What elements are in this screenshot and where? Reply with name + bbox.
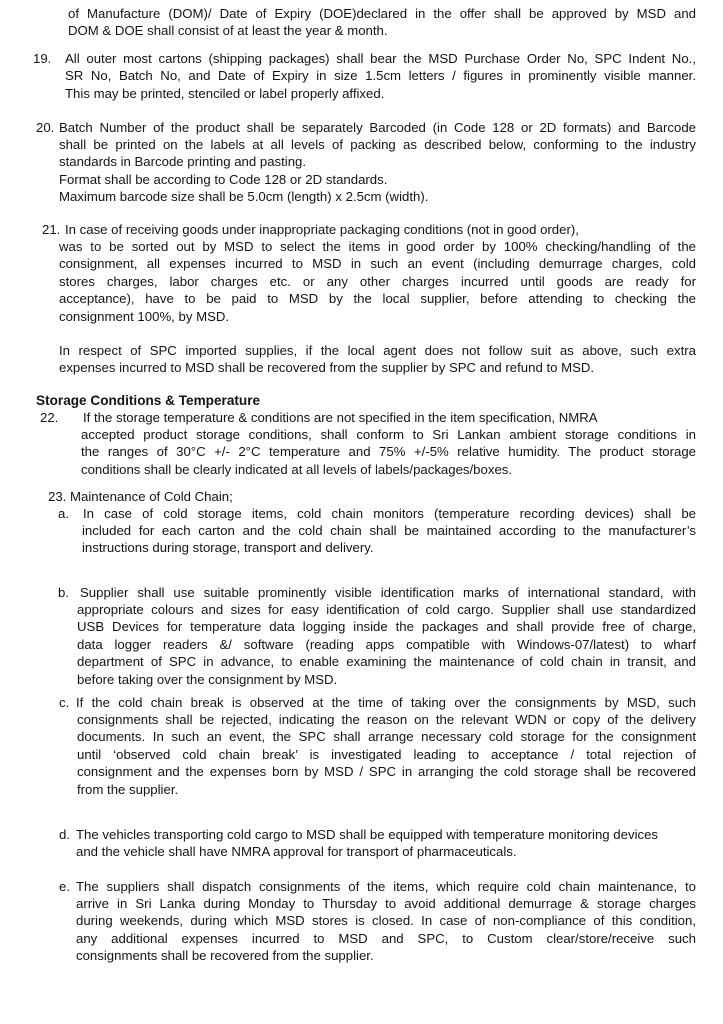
text-line: If the cold chain break is observed at the time of taking over the consignments by MSD, such [76,695,696,710]
item-d-body [76,843,696,860]
text-line: any additional expenses incurred to MSD and SPC, to Custom clear/store/receive such [76,930,696,946]
text-line: USB Devices for temperature data logging inside the packages and shall provide free of charge, [77,619,696,635]
text-line: expenses incurred to MSD shall be recovered from the supplier by SPC and refund to MSD. [59,360,595,376]
text-line: included for each carton and the cold chain shall be maintained according to the manufacturer’s [82,523,696,538]
text-line: Supplier shall use suitable prominently visible identification marks of international standard, with [80,585,696,600]
clause-23-number: 23. [48,489,67,504]
text-line: from the supplier. [77,781,179,797]
item-b-body [77,601,696,688]
item-c [76,694,696,711]
text-line: The suppliers shall dispatch consignments of the items, which require cold chain maintenance, to [76,879,696,894]
text-line: In case of cold storage items, cold chain monitors (temperature recording devices) shall be [83,506,696,521]
clause-22 [83,409,696,426]
text-line: All outer most cartons (shipping packages) shall bear the MSD Purchase Order No, SPC Indent No., [65,51,696,66]
item-a [83,505,696,522]
clause-18-continuation [68,5,696,40]
section-heading-storage: Storage Conditions & Temperature [36,393,261,408]
clause-19-number: 19. [33,51,52,66]
text-line: shall be printed on the labels at all levels of packing as described below, conforming to the industry [59,137,696,152]
text-line: was to be sorted out by MSD to select the items in good order by 100% checking/handling of the [59,239,696,254]
clause-20-body [59,136,696,206]
text-line: conditions shall be clearly indicated at all levels of labels/packages/boxes. [81,461,513,477]
text-line: Maximum barcode size shall be 5.0cm (length) x 2.5cm (width). [59,189,429,205]
text-line: acceptance), have to be paid to MSD by the local supplier, before attending to checking the [59,291,696,307]
item-b [80,584,696,601]
clause-21-paragraph-2 [59,342,696,377]
item-d [76,826,712,843]
text-line: during weekends, during which MSD stores is closed. In case of non-compliance of this condition, [76,913,696,929]
clause-23-title: Maintenance of Cold Chain; [70,489,233,504]
text-line: The vehicles transporting cold cargo to MSD shall be equipped with temperature monitoring devices [76,827,659,842]
item-b-marker: b. [58,585,69,600]
text-line: In case of receiving goods under inappropriate packaging conditions (not in good order), [65,222,579,237]
text-line: stores charges, labor charges etc. or any other charges incurred until goods are ready for [59,273,696,289]
item-e-body [76,895,696,965]
item-e [76,878,696,895]
text-line: Batch Number of the product shall be separately Barcoded (in Code 128 or 2D formats) and Barcode [59,120,696,135]
item-d-marker: d. [59,827,70,842]
item-a-body [82,522,696,557]
text-line: appropriate colours and sizes for easy identification of cold cargo. Supplier shall use standardized [77,602,696,617]
clause-22-number: 22. [40,410,59,425]
text-line: consignments shall be rejected, indicating the reason on the relevant WDN or copy of the delivery [77,712,696,727]
text-line: and the vehicle shall have NMRA approval for transport of pharmaceuticals. [76,844,517,859]
text-line: consignment and the expenses born by MSD / SPC in arranging the cold storage shall be recovered [77,764,696,780]
text-line: This may be printed, stenciled or label properly affixed. [65,85,385,101]
text-line: until ‘observed cold chain break’ is investigated leading to acceptance / total rejection of [77,746,696,762]
clause-20-number: 20. [36,120,55,135]
text-line: data logger readers &/ software (reading apps compatible with Windows-07/latest) to wharf [77,636,696,652]
text-line: standards in Barcode printing and pasting. [59,154,307,170]
text-line: accepted product storage conditions, shall conform to Sri Lankan ambient storage conditions in [81,427,696,442]
text-line: Format shall be according to Code 128 or 2D standards. [59,171,388,187]
clause-19 [65,50,696,102]
text-line: consignment 100%, by MSD. [59,308,230,324]
text-line: instructions during storage, transport and delivery. [82,540,374,556]
text-line: In respect of SPC imported supplies, if the local agent does not follow suit as above, such extra [59,343,696,358]
clause-21 [59,238,696,325]
text-line: arrive in Sri Lanka during Monday to Thursday to avoid additional demurrage & storage charges [76,896,696,911]
item-a-marker: a. [58,506,69,521]
item-c-body [77,711,696,798]
text-line: before taking over the consignment by MSD. [77,671,338,687]
text-line: consignments shall be recovered from the supplier. [76,948,374,964]
text-line: SR No, Batch No, and Date of Expiry in size 1.5cm letters / figures in prominently visible manner. [65,68,696,84]
item-e-marker: e. [59,879,70,894]
text-line: DOM & DOE shall consist of at least the year & month. [68,23,388,39]
clause-20 [59,119,696,136]
text-line: of Manufacture (DOM)/ Date of Expiry (DOE)declared in the offer shall be approved by MSD and [68,6,696,21]
text-line: If the storage temperature & conditions are not specified in the item specification, NMRA [83,410,598,425]
clause-21-number: 21. [42,222,61,237]
text-line: consignment, all expenses incurred to MSD in such an event (including demurrage charges, cold [59,256,696,272]
text-line: documents. In such an event, the SPC shall arrange necessary cold storage for the consignment [77,729,696,745]
clause-22-body [81,426,696,478]
clause-23-heading [48,488,233,505]
text-line: department of SPC in advance, to enable examining the maintenance of cold chain in transit, and [77,654,696,670]
text-line: the ranges of 30°C +/- 2°C temperature and 75% +/-5% relative humidity. The product storage [81,444,696,460]
clause-21-first-line [65,221,579,238]
item-c-marker: c. [59,695,70,710]
